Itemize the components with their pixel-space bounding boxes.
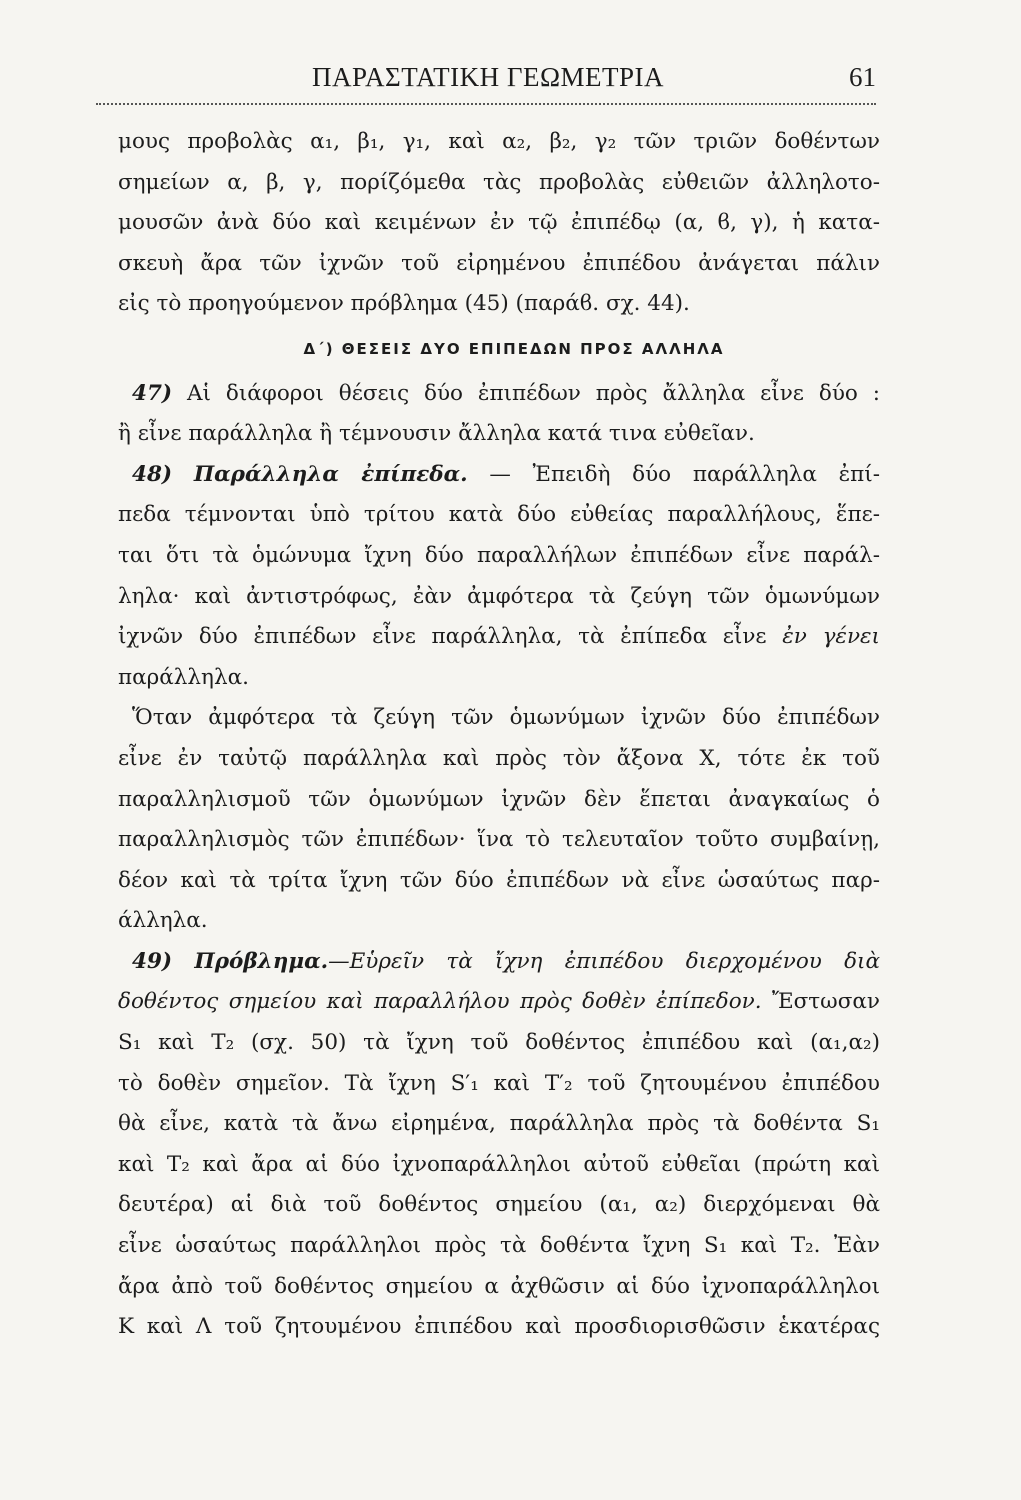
text-line: εἰς τὸ προηγούμενον πρόβλημα (45) (παράϐ. σχ. 44). bbox=[118, 291, 690, 317]
text-line: θὰ εἶνε, κατὰ τὰ ἄνω εἰρημένα, παράλληλα πρὸς τὰ δοθέντα S₁ bbox=[118, 1111, 880, 1137]
text-span: Ἔστωσαν bbox=[771, 989, 880, 1015]
text-line bbox=[118, 617, 880, 658]
text-line: εἶνε ὡσαύτως παράλληλοι πρὸς τὰ δοθέντα ἴχνη S₁ καὶ T₂. Ἐὰν bbox=[118, 1233, 880, 1259]
text-line: παραλληλισμοῦ τῶν ὁμωνύμων ἰχνῶν δὲν ἕπεται ἀναγκαίως ὁ bbox=[118, 786, 880, 812]
text-line: δέον καὶ τὰ τρίτα ἴχνη τῶν δύο ἐπιπέδων νὰ εἶνε ὡσαύτως παρ- bbox=[118, 867, 880, 893]
paragraph-49-first-line bbox=[118, 942, 880, 983]
italic-span: —Εὑρεῖν τὰ ἴχνη ἐπιπέδου διερχομένου διὰ bbox=[328, 948, 881, 974]
text-line: μουσῶν ἀνὰ δύο καὶ κειμένων ἐν τῷ ἐπιπέδῳ (α, ϐ, γ), ἡ κατα- bbox=[118, 210, 880, 236]
paragraph-number: 47) bbox=[132, 380, 173, 406]
text-line: πεδα τέμνονται ὑπὸ τρίτου κατὰ δύο εὐθείας παραλλήλους, ἕπε- bbox=[118, 502, 880, 528]
text-line: άλληλα. bbox=[118, 908, 208, 934]
text-line: ἢ εἶνε παράλληλα ἢ τέμνουσιν ἄλληλα κατά τινα εὐθεῖαν. bbox=[118, 421, 755, 447]
text-line: ληλα· καὶ ἀντιστρόφως, ἐὰν ἀμφότερα τὰ ζεύγη τῶν ὁμωνύμων bbox=[118, 583, 880, 609]
text-line: παραλληλισμὸς τῶν ἐπιπέδων· ἵνα τὸ τελευταῖον τοῦτο συμβαίνῃ, bbox=[118, 827, 880, 853]
text-line: ται ὅτι τὰ ὁμώνυμα ἴχνη δύο παραλλήλων ἐπιπέδων εἶνε παράλ- bbox=[118, 542, 880, 568]
text-line: δευτέρα) αἱ διὰ τοῦ δοθέντος σημείου (α₁, α₂) διερχόμεναι θὰ bbox=[118, 1192, 880, 1218]
header-rule bbox=[96, 103, 876, 105]
text-line: τὸ δοθὲν σημεῖον. Τὰ ἴχνη S′₁ καὶ T′₂ τοῦ ζητουμένου ἐπιπέδου bbox=[118, 1070, 880, 1096]
text-line: σημείων α, β, γ, πορίζόμεθα τὰς προβολὰς εὐθειῶν ἀλληλοτο- bbox=[118, 169, 880, 195]
text-line: σκευὴ ἄρα τῶν ἰχνῶν τοῦ εἰρημένου ἐπιπέδου ἀνάγεται πάλιν bbox=[118, 250, 880, 276]
paragraph-number: 49) bbox=[132, 948, 173, 974]
text-span: ἰχνῶν δύο ἐπιπέδων εἶνε παράλληλα, τὰ ἐπίπεδα εἶνε bbox=[118, 624, 767, 650]
text-line: παράλληλα. bbox=[118, 664, 249, 690]
running-title: ΠΑΡΑΣΤΑΤΙΚΗ ΓΕΩΜΕΤΡΙΑ bbox=[311, 62, 665, 92]
text-line: Ὅταν ἀμφότερα τὰ ζεύγη τῶν ὁμωνύμων ἰχνῶν δύο ἐπιπέδων bbox=[132, 705, 880, 731]
running-head bbox=[100, 62, 876, 96]
paragraph-title: Πρόβλημα. bbox=[194, 948, 329, 974]
paragraph-48-first-line bbox=[118, 455, 880, 496]
text-line: καὶ T₂ καὶ ἄρα αἱ δύο ἰχνοπαράλληλοι αὐτοῦ εὐθεῖαι (πρώτη καὶ bbox=[118, 1151, 880, 1177]
paragraph-number: 48) bbox=[132, 461, 173, 487]
text-line: ἄρα ἀπὸ τοῦ δοθέντος σημείου α ἀχθῶσιν αἱ δύο ἰχνοπαράλληλοι bbox=[118, 1273, 880, 1299]
text-line bbox=[118, 982, 880, 1023]
text-span: — Ἐπειδὴ δύο παράλληλα ἐπί- bbox=[489, 461, 880, 487]
page-number: 61 bbox=[849, 62, 876, 92]
text-line: S₁ καὶ T₂ (σχ. 50) τὰ ἴχνη τοῦ δοθέντος ἐπιπέδου καὶ (α₁,α₂) bbox=[118, 1030, 880, 1056]
text-line: εἶνε ἐν ταὐτῷ παράλληλα καὶ πρὸς τὸν ἄξονα X, τότε ἐκ τοῦ bbox=[118, 745, 880, 771]
paragraph-47-first-line bbox=[118, 374, 880, 415]
paragraph-title: Παράλληλα ἐπίπεδα. bbox=[193, 461, 468, 487]
text-line: μους προβολὰς α₁, β₁, γ₁, καὶ α₂, β₂, γ₂ τῶν τριῶν δοθέντων bbox=[118, 129, 880, 154]
body-text bbox=[118, 122, 880, 1348]
text-span: Αἱ διάφοροι θέσεις δύο ἐπιπέδων πρὸς ἄλληλα εἶνε δύο : bbox=[187, 380, 881, 406]
section-heading: Δ΄) ΘΕΣΕΙΣ ΔΥΟ ΕΠΙΠΕΔΩΝ ΠΡΟΣ ΑΛΛΗΛΑ bbox=[303, 339, 725, 358]
italic-span: δοθέντος σημείου καὶ παραλλήλου πρὸς δοθὲν ἐπίπεδον. bbox=[118, 989, 762, 1015]
text-line: K καὶ Λ τοῦ ζητουμένου ἐπιπέδου καὶ προσδιορισθῶσιν ἑκατέρας bbox=[118, 1314, 880, 1340]
italic-span: ἐν γένει bbox=[782, 624, 880, 650]
